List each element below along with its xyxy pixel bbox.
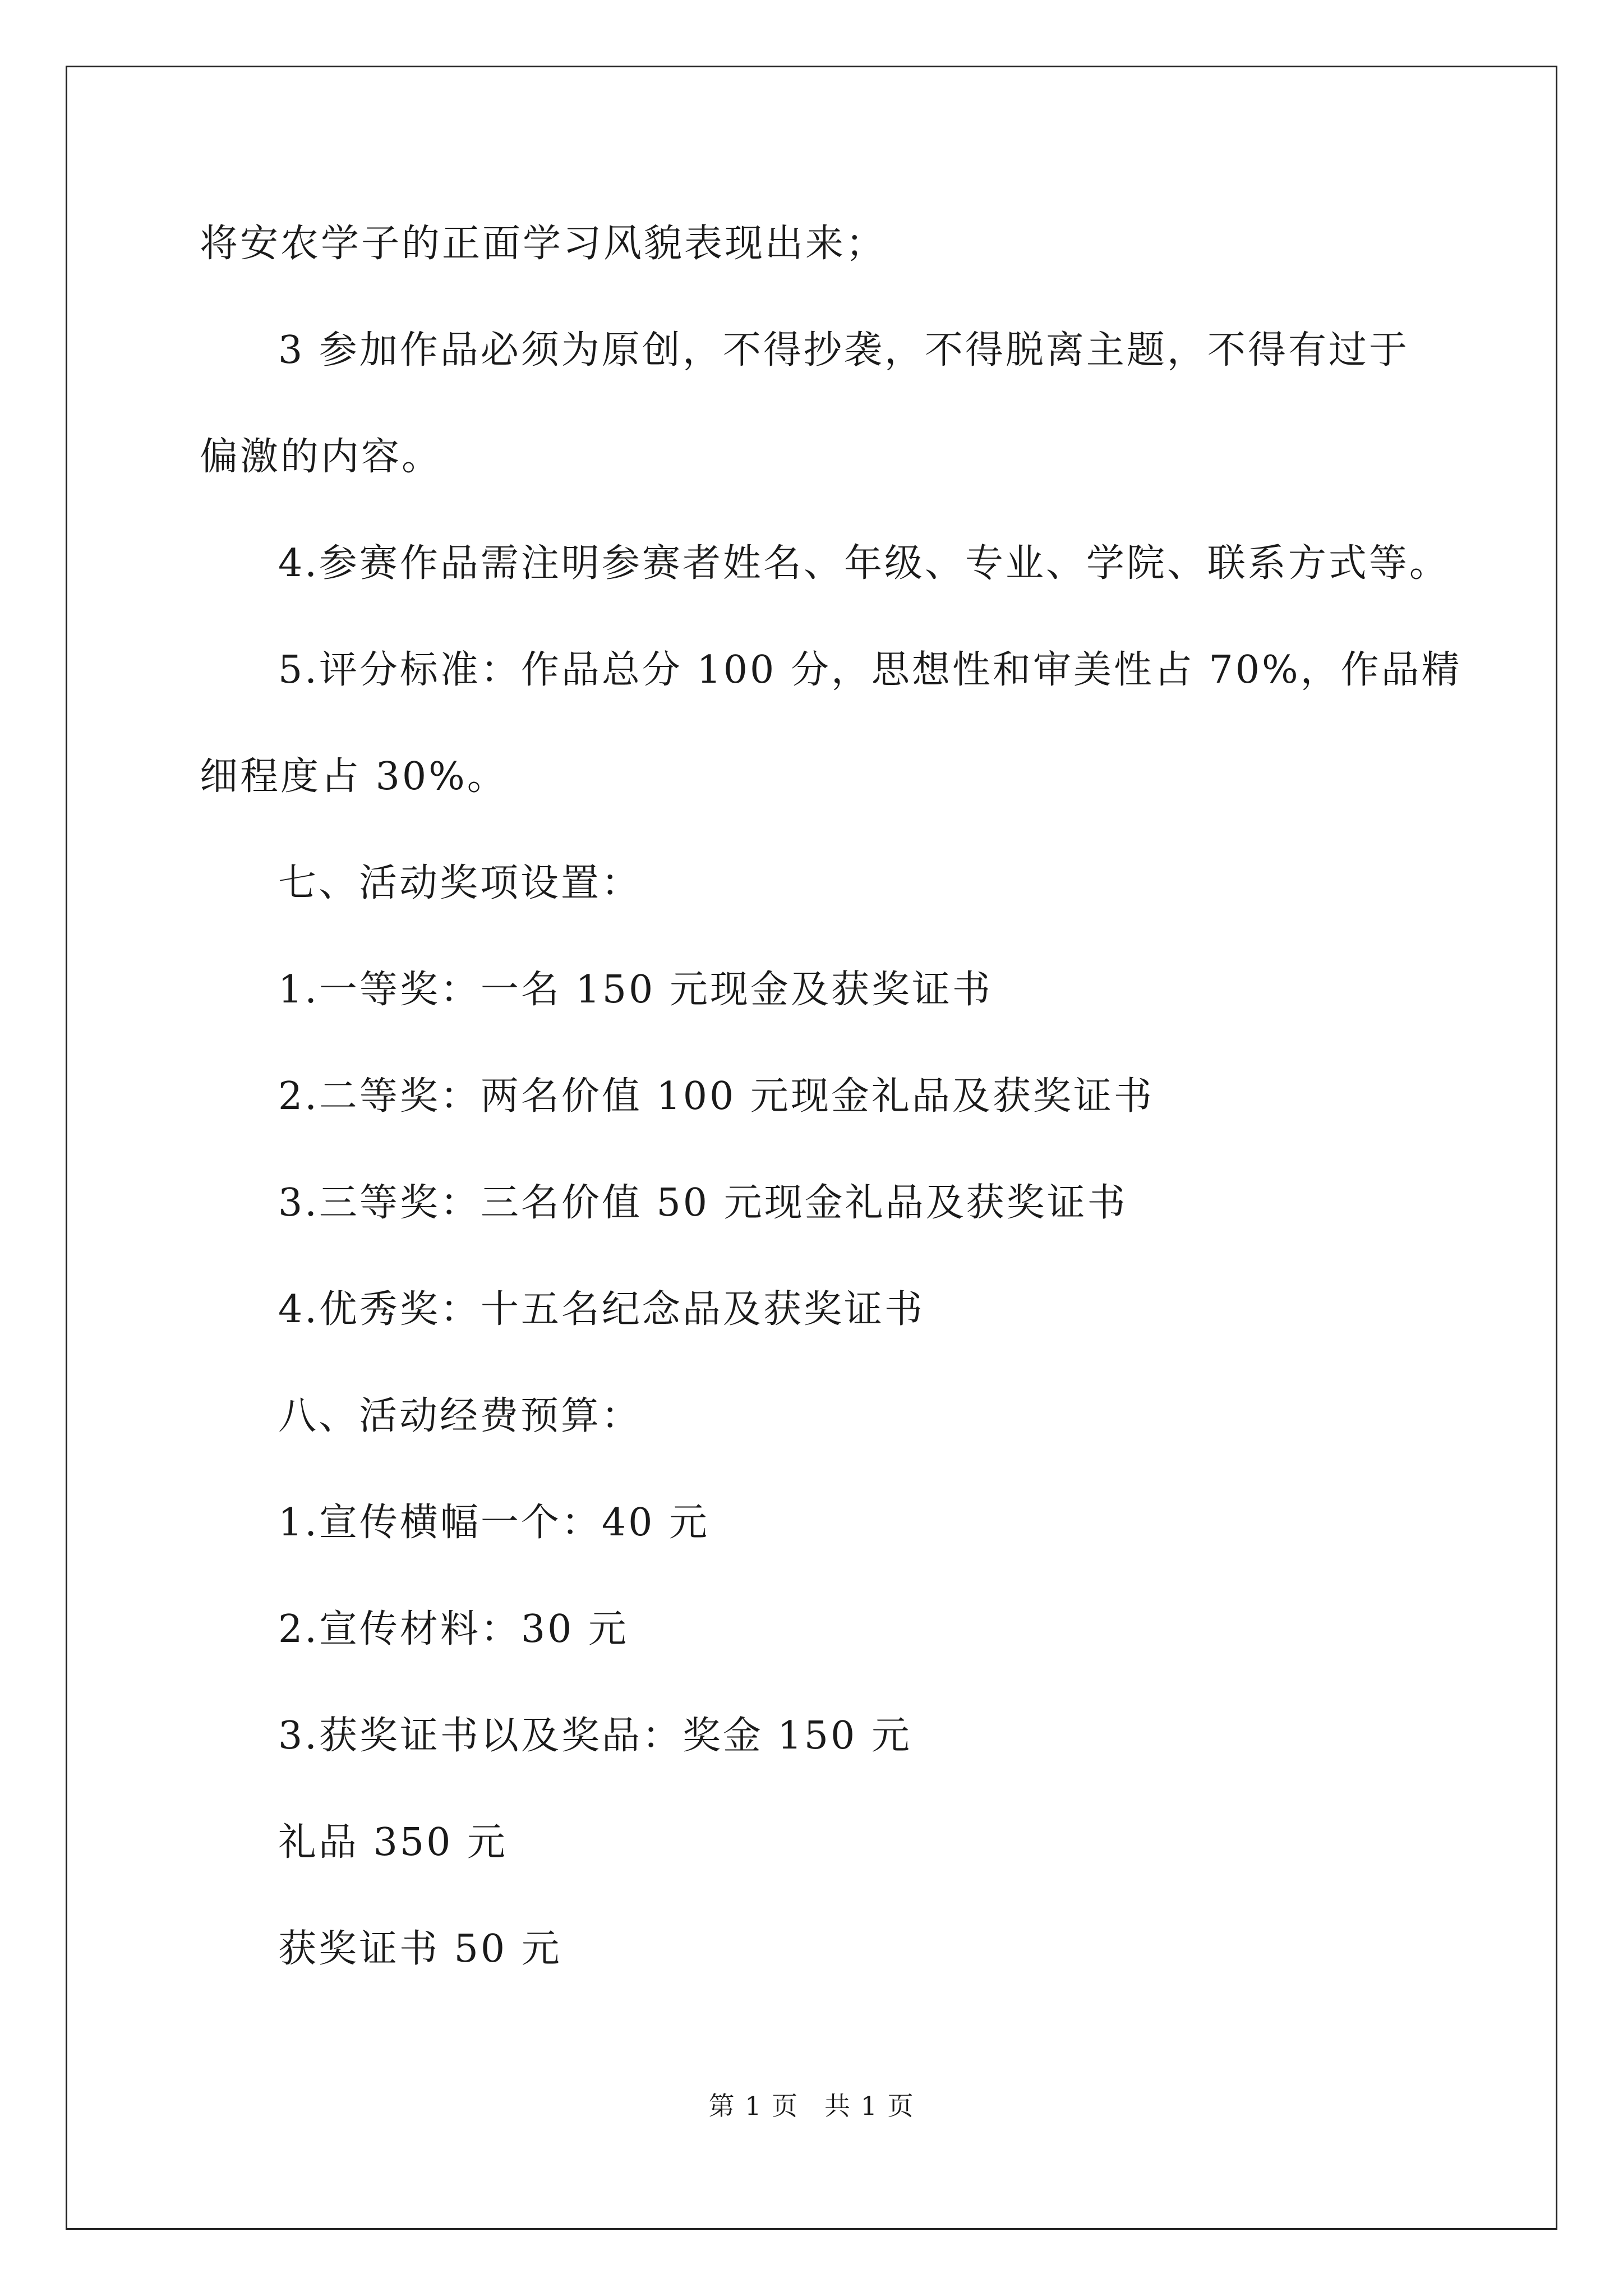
text-line: 获奖证书 50 元 [278, 1927, 562, 1971]
page-number: 第 1 页 [708, 2091, 799, 2121]
text-line: 4.优秀奖：十五名纪念品及获奖证书 [278, 1287, 925, 1332]
text-line: 礼品 350 元 [278, 1820, 508, 1865]
text-line: 3.获奖证书以及奖品：奖金 150 元 [278, 1714, 912, 1758]
text-line: 1.宣传横幅一个：40 元 [278, 1501, 710, 1545]
text-line: 3.三等奖：三名价值 50 元现金礼品及获奖证书 [278, 1181, 1128, 1225]
text-line: 3 参加作品必须为原创，不得抄袭，不得脱离主题，不得有过于 [278, 328, 1409, 372]
text-line: 2.二等奖：两名价值 100 元现金礼品及获奖证书 [278, 1074, 1154, 1119]
section-heading: 七、活动奖项设置： [278, 861, 642, 905]
text-line: 4.参赛作品需注明参赛者姓名、年级、专业、学院、联系方式等。 [278, 541, 1450, 586]
text-line: 2.宣传材料：30 元 [278, 1607, 629, 1651]
text-line: 5.评分标准：作品总分 100 分，思想性和审美性占 70%，作品精 [278, 648, 1462, 692]
text-line: 细程度占 30%。 [200, 754, 508, 799]
page-footer [0, 2086, 1623, 2123]
section-heading: 八、活动经费预算： [278, 1394, 642, 1438]
text-line: 将安农学子的正面学习风貌表现出来； [200, 222, 887, 266]
document-body [200, 213, 1490, 2025]
page-total: 共 1 页 [824, 2091, 915, 2121]
text-line: 偏激的内容。 [200, 435, 442, 479]
text-line: 1.一等奖：一名 150 元现金及获奖证书 [278, 968, 993, 1012]
